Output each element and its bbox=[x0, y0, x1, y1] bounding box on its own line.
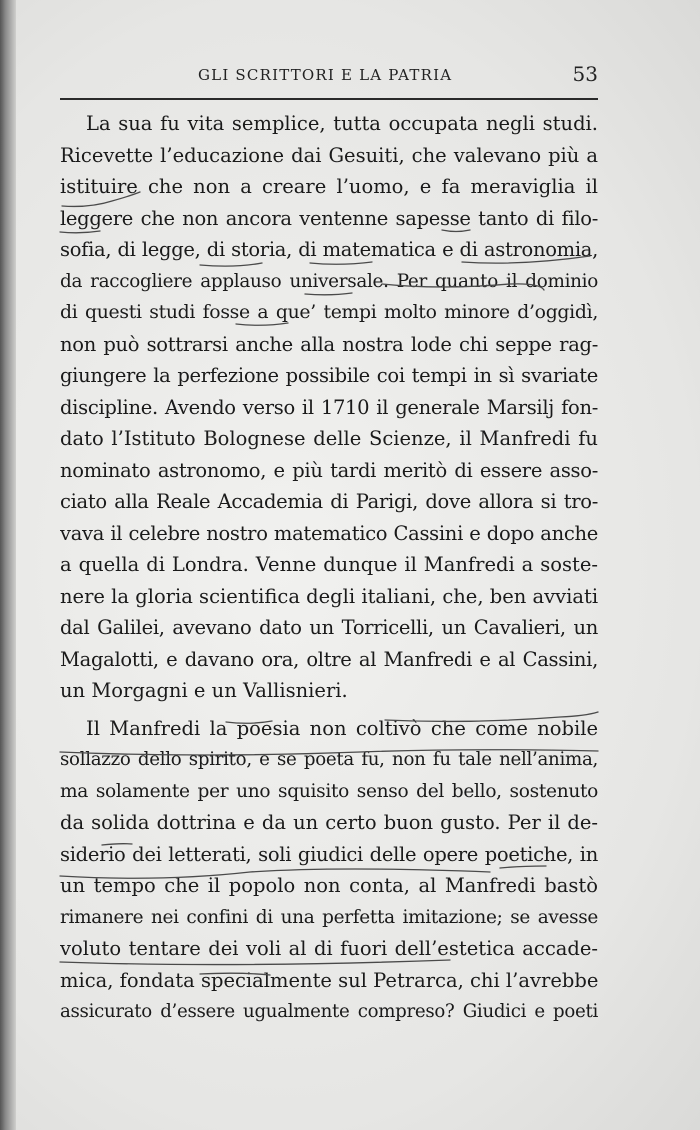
text-line: nere la gloria scientifica degli italiani, che, ben avviati bbox=[60, 584, 598, 608]
text-line: ma solamente per uno squisito senso del bello, sostenuto bbox=[60, 780, 598, 802]
text-line: discipline. Avendo verso il 1710 il generale Marsilj fon- bbox=[60, 395, 598, 419]
text-line: da solida dottrina e da un certo buon gusto. Per il de- bbox=[60, 811, 598, 834]
text-line: sofia, di legge, di storia, di matematica e di astronomia, bbox=[60, 238, 598, 261]
text-line: Il Manfredi la poesia non coltivò che come nobile bbox=[86, 716, 598, 740]
running-title: GLI SCRITTORI E LA PATRIA bbox=[198, 66, 453, 84]
text-line: a quella di Londra. Venne dunque il Manfredi a soste- bbox=[60, 553, 598, 576]
text-line: voluto tentare dei voli al di fuori dell’estetica accade- bbox=[60, 937, 598, 960]
text-line: un Morgagni e un Vallisnieri. bbox=[60, 679, 348, 702]
text-line: siderio dei letterati, soli giudici delle opere poetiche, in bbox=[60, 842, 598, 866]
text-line: non può sottrarsi anche alla nostra lode chi seppe rag- bbox=[60, 332, 598, 356]
text-line: leggere che non ancora ventenne sapesse tanto di filo- bbox=[60, 206, 598, 230]
text-line: di questi studi fosse a que’ tempi molto minore d’oggidì, bbox=[60, 302, 598, 323]
paragraph-1 bbox=[60, 108, 598, 707]
text-line: dato l’Istituto Bolognese delle Scienze, il Manfredi fu bbox=[60, 427, 598, 450]
page-number: 53 bbox=[572, 62, 598, 86]
text-line: da raccogliere applauso universale. Per quanto il dominio bbox=[60, 270, 598, 292]
text-line: assicurato d’essere ugualmente compreso? Giudici e poeti bbox=[60, 1001, 598, 1022]
text-line: un tempo che il popolo non conta, al Manfredi bastò bbox=[60, 874, 598, 897]
header-rule bbox=[60, 98, 598, 100]
text-line: Ricevette l’educazione dai Gesuiti, che valevano più a bbox=[60, 143, 598, 167]
text-line: sollazzo dello spirito, e se poeta fu, non fu tale nell’anima, bbox=[60, 749, 598, 770]
text-line: istituire che non a creare l’uomo, e fa meraviglia il bbox=[60, 175, 598, 198]
text-line: La sua fu vita semplice, tutta occupata negli studi. bbox=[86, 112, 598, 135]
binding-edge bbox=[0, 0, 16, 1130]
body-text bbox=[60, 108, 598, 1028]
text-line: ciato alla Reale Accademia di Parigi, dove allora si tro- bbox=[60, 490, 598, 513]
text-line: vava il celebre nostro matematico Cassini e dopo anche bbox=[60, 521, 598, 545]
text-line: mica, fondata specialmente sul Petrarca, chi l’avrebbe bbox=[60, 968, 598, 992]
text-line: dal Galilei, avevano dato un Torricelli, un Cavalieri, un bbox=[60, 616, 598, 639]
paragraph-2 bbox=[60, 713, 598, 1028]
page-header bbox=[60, 62, 598, 92]
text-line: giungere la perfezione possibile coi tempi in sì svariate bbox=[60, 364, 598, 387]
text-line: rimanere nei confini di una perfetta imitazione; se avesse bbox=[60, 906, 598, 928]
text-line: Magalotti, e davano ora, oltre al Manfredi e al Cassini, bbox=[60, 647, 598, 671]
text-line: nominato astronomo, e più tardi meritò di essere asso- bbox=[60, 458, 598, 482]
